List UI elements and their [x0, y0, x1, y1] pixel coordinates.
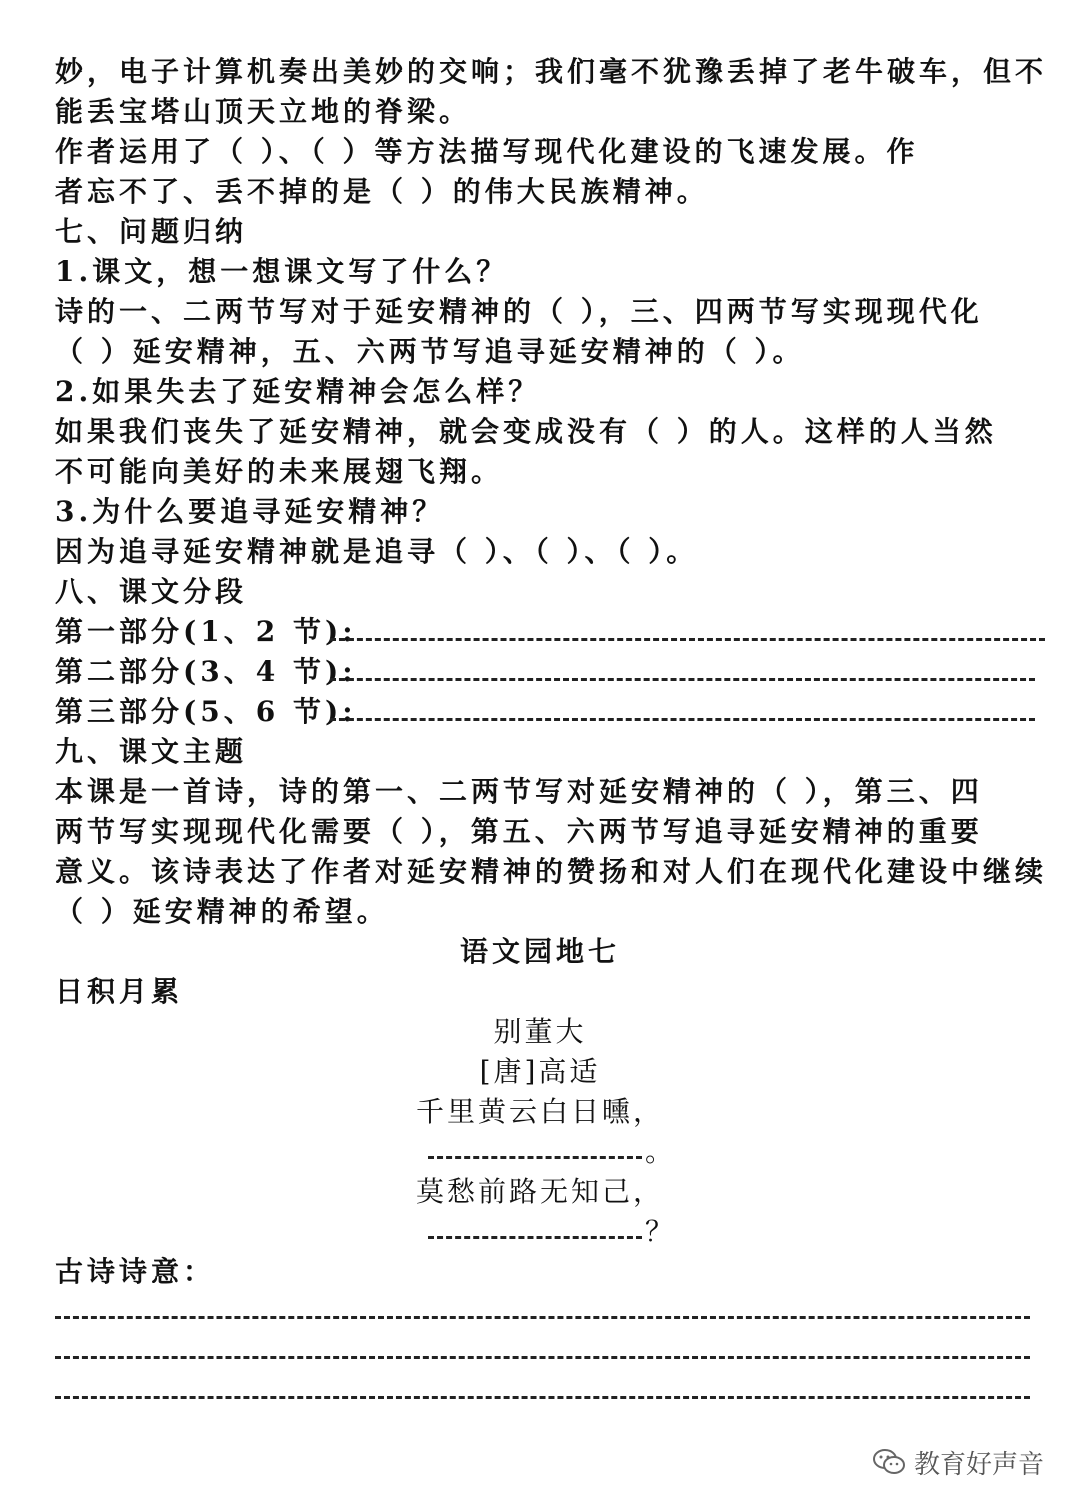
question-3: 3.为什么要追寻延安精神？	[55, 495, 445, 528]
poem-meaning-label: 古诗诗意：	[55, 1255, 216, 1288]
poem-blank-line-4[interactable]	[428, 1236, 642, 1239]
text-line: 者忘不了、丢不掉的是（ ）的伟大民族精神。	[55, 175, 709, 208]
text-line: （ ）延安精神，五、六两节写追寻延安精神的（ ）。	[55, 335, 805, 368]
poem-line-1: 千里黄云白日曛，	[415, 1095, 664, 1128]
question-1: 1.课文，想一想课文写了什么？	[55, 255, 509, 288]
text-line: 不可能向美好的未来展翅飞翔。	[55, 455, 504, 488]
poem-line-3: 莫愁前路无知己，	[415, 1175, 664, 1208]
watermark-text: 教育好声音	[913, 1449, 1044, 1480]
poem-author: [唐]高适	[479, 1055, 601, 1088]
segment-part-3	[55, 692, 1045, 732]
poem-meaning-answer-line[interactable]	[55, 1316, 1030, 1319]
segment-label: 第三部分(5、6 节):	[55, 695, 357, 728]
poem-blank-line-2[interactable]	[428, 1156, 642, 1159]
poem-line-2-punct: 。	[645, 1135, 677, 1168]
poem-line-4-punct: ？	[645, 1215, 677, 1248]
answer-line[interactable]	[330, 718, 1035, 721]
fill-blank-question: 如果我们丧失了延安精神，就会变成没有（ ）的人。这样的人当然	[55, 415, 997, 448]
text-line: 意义。该诗表达了作者对延安精神的赞扬和对人们在现代化建设中继续	[55, 855, 1048, 888]
fill-blank-question: 两节写实现现代化需要（ ），第五、六两节写追寻延安精神的重要	[55, 815, 983, 848]
section-heading-9: 九、课文主题	[55, 735, 248, 768]
poem-meaning-answer-line[interactable]	[55, 1396, 1030, 1399]
daily-accumulation-heading: 日积月累	[55, 975, 184, 1008]
fill-blank-question: 因为追寻延安精神就是追寻（ ）、（ ）、（ ）。	[55, 535, 699, 568]
fill-blank-question: 作者运用了（ ）、（ ）等方法描写现代化建设的飞速发展。作	[55, 135, 919, 168]
text-line: 能丢宝塔山顶天立地的脊梁。	[55, 95, 472, 128]
segment-part-2	[55, 652, 1045, 692]
section-heading-8: 八、课文分段	[55, 575, 248, 608]
section-title: 语文园地七	[459, 935, 620, 968]
poem-title: 别董大	[493, 1015, 587, 1048]
section-heading-7: 七、问题归纳	[55, 215, 248, 248]
answer-line[interactable]	[330, 638, 1045, 641]
fill-blank-question: （ ）延安精神的希望。	[55, 895, 389, 928]
watermark	[872, 1442, 1044, 1482]
segment-part-1	[55, 612, 1045, 652]
question-2: 2.如果失去了延安精神会怎么样？	[55, 375, 541, 408]
fill-blank-question: 本课是一首诗，诗的第一、二两节写对延安精神的（ ），第三、四	[55, 775, 983, 808]
answer-line[interactable]	[330, 678, 1035, 681]
wechat-icon	[872, 1448, 906, 1476]
fill-blank-question: 诗的一、二两节写对于延安精神的（ ），三、四两节写实现现代化	[55, 295, 983, 328]
segment-label: 第二部分(3、4 节):	[55, 655, 357, 688]
text-line: 妙，电子计算机奏出美妙的交响；我们毫不犹豫丢掉了老牛破车，但不	[55, 55, 1048, 88]
segment-label: 第一部分(1、2 节):	[55, 615, 357, 648]
poem-meaning-answer-line[interactable]	[55, 1356, 1030, 1359]
